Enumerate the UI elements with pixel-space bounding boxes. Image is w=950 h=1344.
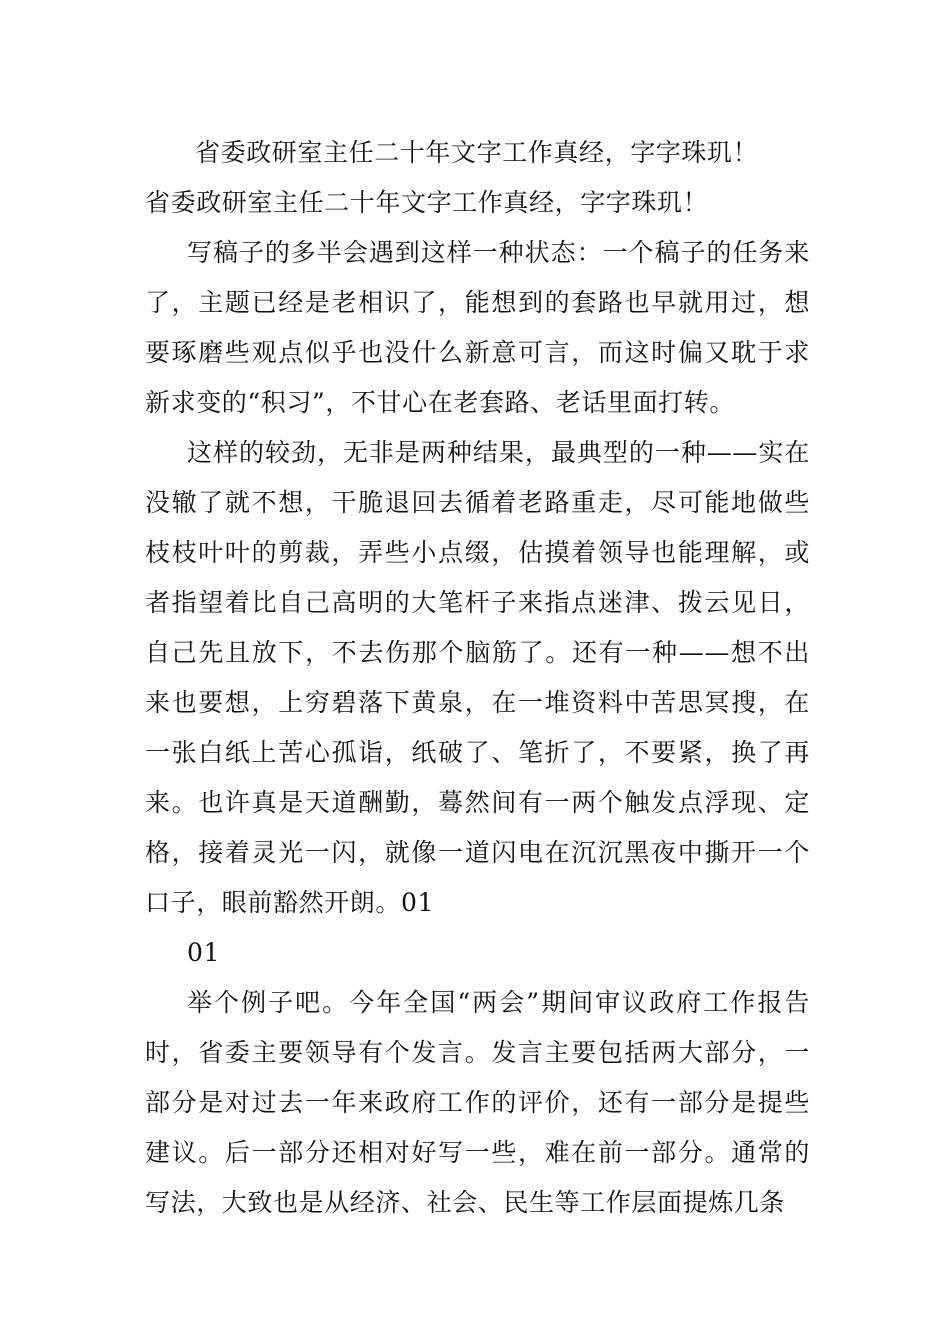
paragraph-intro: 写稿子的多半会遇到这样一种状态：一个稿子的任务来了，主题已经是老相识了，能想到的套路也早就用过，想要琢磨些观点似乎也没什么新意可言，而这时偏又耽于求新求变的“积习”，不甘心在老套路、老话里面打转。 bbox=[145, 238, 810, 417]
document-title-repeat: 省委政研室主任二十年文字工作真经，字字珠玑！ bbox=[145, 188, 709, 217]
paragraph-example: 举个例子吧。今年全国“两会”期间审议政府工作报告时，省委主要领导有个发言。发言主要包括两大部分，一部分是对过去一年来政府工作的评价，还有一部分是提些建议。后一部分还相对好写一些，难在前一部分。通常的写法，大致也是从经济、社会、民生等工作层面提炼几条 bbox=[145, 988, 810, 1217]
section-number: 01 bbox=[187, 938, 221, 967]
paragraph-two-results: 这样的较劲，无非是两种结果，最典型的一种——实在没辙了就不想，干脆退回去循着老路重走，尽可能地做些枝枝叶叶的剪裁，弄些小点缀，估摸着领导也能理解，或者指望着比自己高明的大笔杆子来指点迷津、拨云见日，自己先且放下，不去伤那个脑筋了。还有一种——想不出来也要想，上穷碧落下黄泉，在一堆资料中苦思冥搜，在一张白纸上苦心孤诣，纸破了、笔折了，不要紧，换了再来。也许真是天道酬勤，蓦然间有一两个触发点浮现、定格，接着灵光一闪，就像一道闪电在沉沉黑夜中撕开一个口子，眼前豁然开朗。01 bbox=[145, 438, 810, 917]
document-body bbox=[145, 128, 810, 1228]
document-title: 省委政研室主任二十年文字工作真经，字字珠玑！ bbox=[195, 138, 759, 167]
